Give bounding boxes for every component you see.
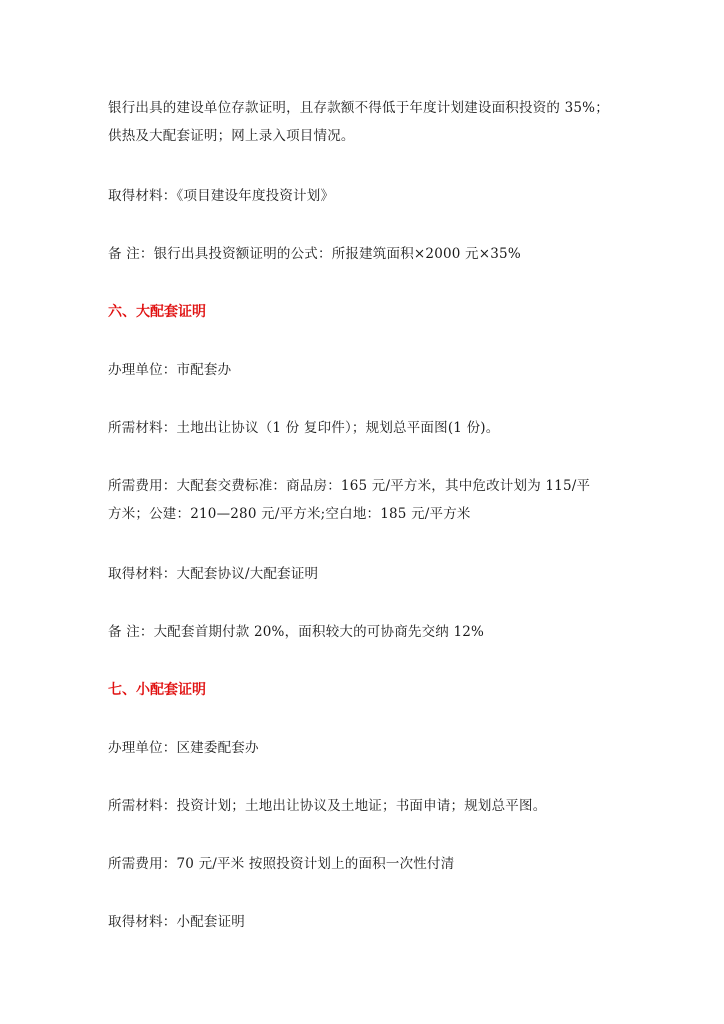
intro-paragraph bbox=[108, 94, 648, 150]
section-6-obtain: 取得材料：大配套协议/大配套证明 bbox=[108, 566, 319, 582]
intro-line-1: 银行出具的建设单位存款证明，且存款额不得低于年度计划建设面积投资的 35%； bbox=[108, 100, 609, 116]
section-7-materials: 所需材料：投资计划；土地出让协议及土地证；书面申请；规划总平图。 bbox=[108, 798, 547, 814]
section-6-materials: 所需材料：土地出让协议（1 份 复印件）；规划总平面图(1 份)。 bbox=[108, 420, 500, 436]
section-7-heading: 七、小配套证明 bbox=[108, 682, 206, 698]
section-6-fee-line-2: 方米；公建：210—280 元/平方米;空白地：185 元/平方米 bbox=[108, 506, 471, 522]
section-6-fee-line-1: 所需费用：大配套交费标准：商品房：165 元/平方米，其中危改计划为 115/平 bbox=[108, 478, 591, 494]
section-7-office: 办理单位：区建委配套办 bbox=[108, 740, 259, 756]
section-6-office: 办理单位：市配套办 bbox=[108, 362, 232, 378]
section-7-obtain: 取得材料：小配套证明 bbox=[108, 914, 245, 930]
section-6-note: 备 注：大配套首期付款 20%，面积较大的可协商先交纳 12% bbox=[108, 624, 485, 640]
note-1: 备 注：银行出具投资额证明的公式：所报建筑面积×2000 元×35% bbox=[108, 246, 521, 262]
obtain-materials-1: 取得材料：《项目建设年度投资计划》 bbox=[108, 188, 335, 204]
section-7-fee: 所需费用：70 元/平米 按照投资计划上的面积一次性付清 bbox=[108, 856, 455, 872]
section-6-heading: 六、大配套证明 bbox=[108, 304, 206, 320]
intro-line-2: 供热及大配套证明；网上录入项目情况。 bbox=[108, 128, 355, 144]
section-6-fee bbox=[108, 472, 648, 528]
